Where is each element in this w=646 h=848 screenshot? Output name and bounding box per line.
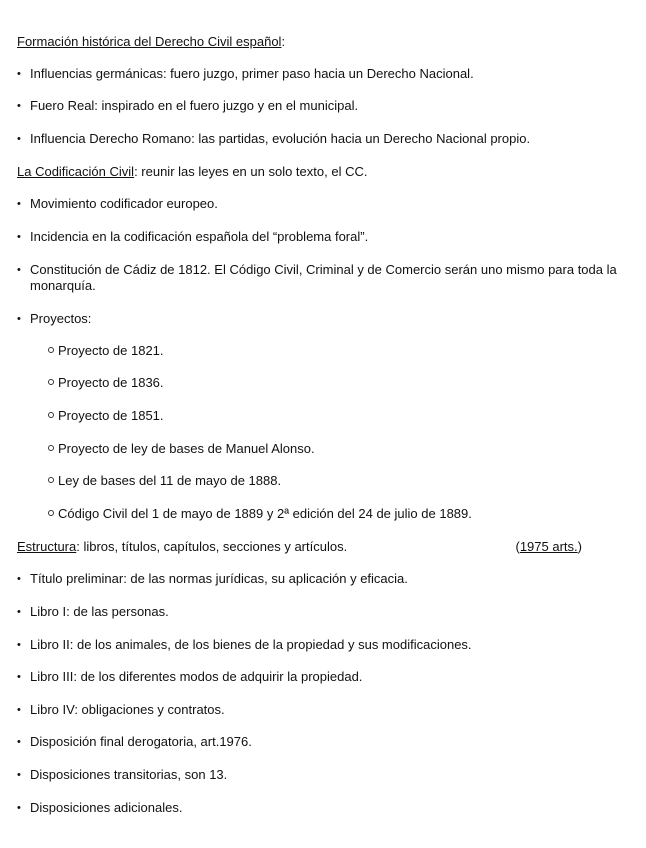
list-item-text: Proyectos: (30, 311, 92, 326)
circle-bullet-icon (48, 412, 54, 418)
bullet-icon: • (17, 704, 21, 716)
circle-bullet-icon (48, 510, 54, 516)
bullet-icon: • (17, 736, 21, 748)
list-item-text: Incidencia en la codificación española del “problema foral”. (30, 229, 369, 244)
article-count-note (515, 539, 582, 555)
bullet-icon: • (17, 198, 21, 210)
list-item-text: Disposición final derogatoria, art.1976. (30, 734, 252, 749)
sub-list-item (48, 473, 281, 489)
heading-text: Formación histórica del Derecho Civil español (17, 34, 282, 49)
list-item-text: Disposiciones transitorias, son 13. (30, 767, 228, 782)
bullet-icon: • (17, 133, 21, 145)
bullet-icon: • (17, 264, 21, 276)
circle-bullet-icon (48, 347, 54, 353)
heading-suffix: : reunir las leyes en un solo texto, el CC. (134, 164, 368, 179)
sub-list-item (48, 506, 472, 522)
heading-text: Estructura (17, 539, 77, 554)
sub-list-item-text: Proyecto de ley de bases de Manuel Alonso. (58, 441, 315, 456)
heading-text: La Codificación Civil (17, 164, 135, 179)
list-item (17, 262, 616, 294)
bullet-icon: • (17, 100, 21, 112)
sub-list-item-text: Proyecto de 1851. (58, 408, 164, 423)
list-item-text: Influencias germánicas: fuero juzgo, primer paso hacia un Derecho Nacional. (30, 66, 474, 81)
bullet-icon: • (17, 769, 21, 781)
bullet-icon: • (17, 231, 21, 243)
bullet-icon: • (17, 802, 21, 814)
sub-list-item (48, 375, 164, 391)
list-item-text: Disposiciones adicionales. (30, 800, 183, 815)
bullet-icon: • (17, 606, 21, 618)
sub-list-item (48, 343, 164, 359)
note-text: 1975 arts. (519, 539, 578, 554)
sub-list-item (48, 441, 315, 457)
sub-list-item-text: Proyecto de 1821. (58, 343, 164, 358)
sub-list-item (48, 408, 164, 424)
sub-list-item-text: Proyecto de 1836. (58, 375, 164, 390)
section-heading-estructura (17, 539, 616, 555)
heading-suffix: : (281, 34, 286, 49)
list-item-text: Movimiento codificador europeo. (30, 196, 218, 211)
list-item-text: Libro III: de los diferentes modos de adquirir la propiedad. (30, 669, 363, 684)
sub-list-item-text: Ley de bases del 11 de mayo de 1888. (58, 473, 282, 488)
bullet-icon: • (17, 313, 21, 325)
list-item-text: Influencia Derecho Romano: las partidas, evolución hacia un Derecho Nacional propio. (30, 131, 531, 146)
circle-bullet-icon (48, 379, 54, 385)
note-open-paren: ( (515, 539, 520, 554)
section-heading-codificacion (17, 164, 616, 180)
circle-bullet-icon (48, 445, 54, 451)
circle-bullet-icon (48, 477, 54, 483)
list-item-text: Fuero Real: inspirado en el fuero juzgo y en el municipal. (30, 98, 359, 113)
sub-list-item-text: Código Civil del 1 de mayo de 1889 y 2ª edición del 24 de julio de 1889. (58, 506, 472, 521)
bullet-icon: • (17, 68, 21, 80)
heading-suffix: : libros, títulos, capítulos, secciones y artículos. (76, 539, 348, 554)
list-item-text: Título preliminar: de las normas jurídicas, su aplicación y eficacia. (30, 571, 408, 586)
bullet-icon: • (17, 639, 21, 651)
section-heading-formacion (17, 34, 616, 50)
list-item-text: Libro IV: obligaciones y contratos. (30, 702, 225, 717)
list-item-text: Libro I: de las personas. (30, 604, 169, 619)
list-item-text: Libro II: de los animales, de los bienes de la propiedad y sus modificaciones. (30, 637, 472, 652)
bullet-icon: • (17, 573, 21, 585)
list-item-text: Constitución de Cádiz de 1812. El Código Civil, Criminal y de Comercio serán uno mismo para toda la monarquía. (30, 262, 617, 293)
note-close-paren: ) (577, 539, 582, 554)
bullet-icon: • (17, 671, 21, 683)
